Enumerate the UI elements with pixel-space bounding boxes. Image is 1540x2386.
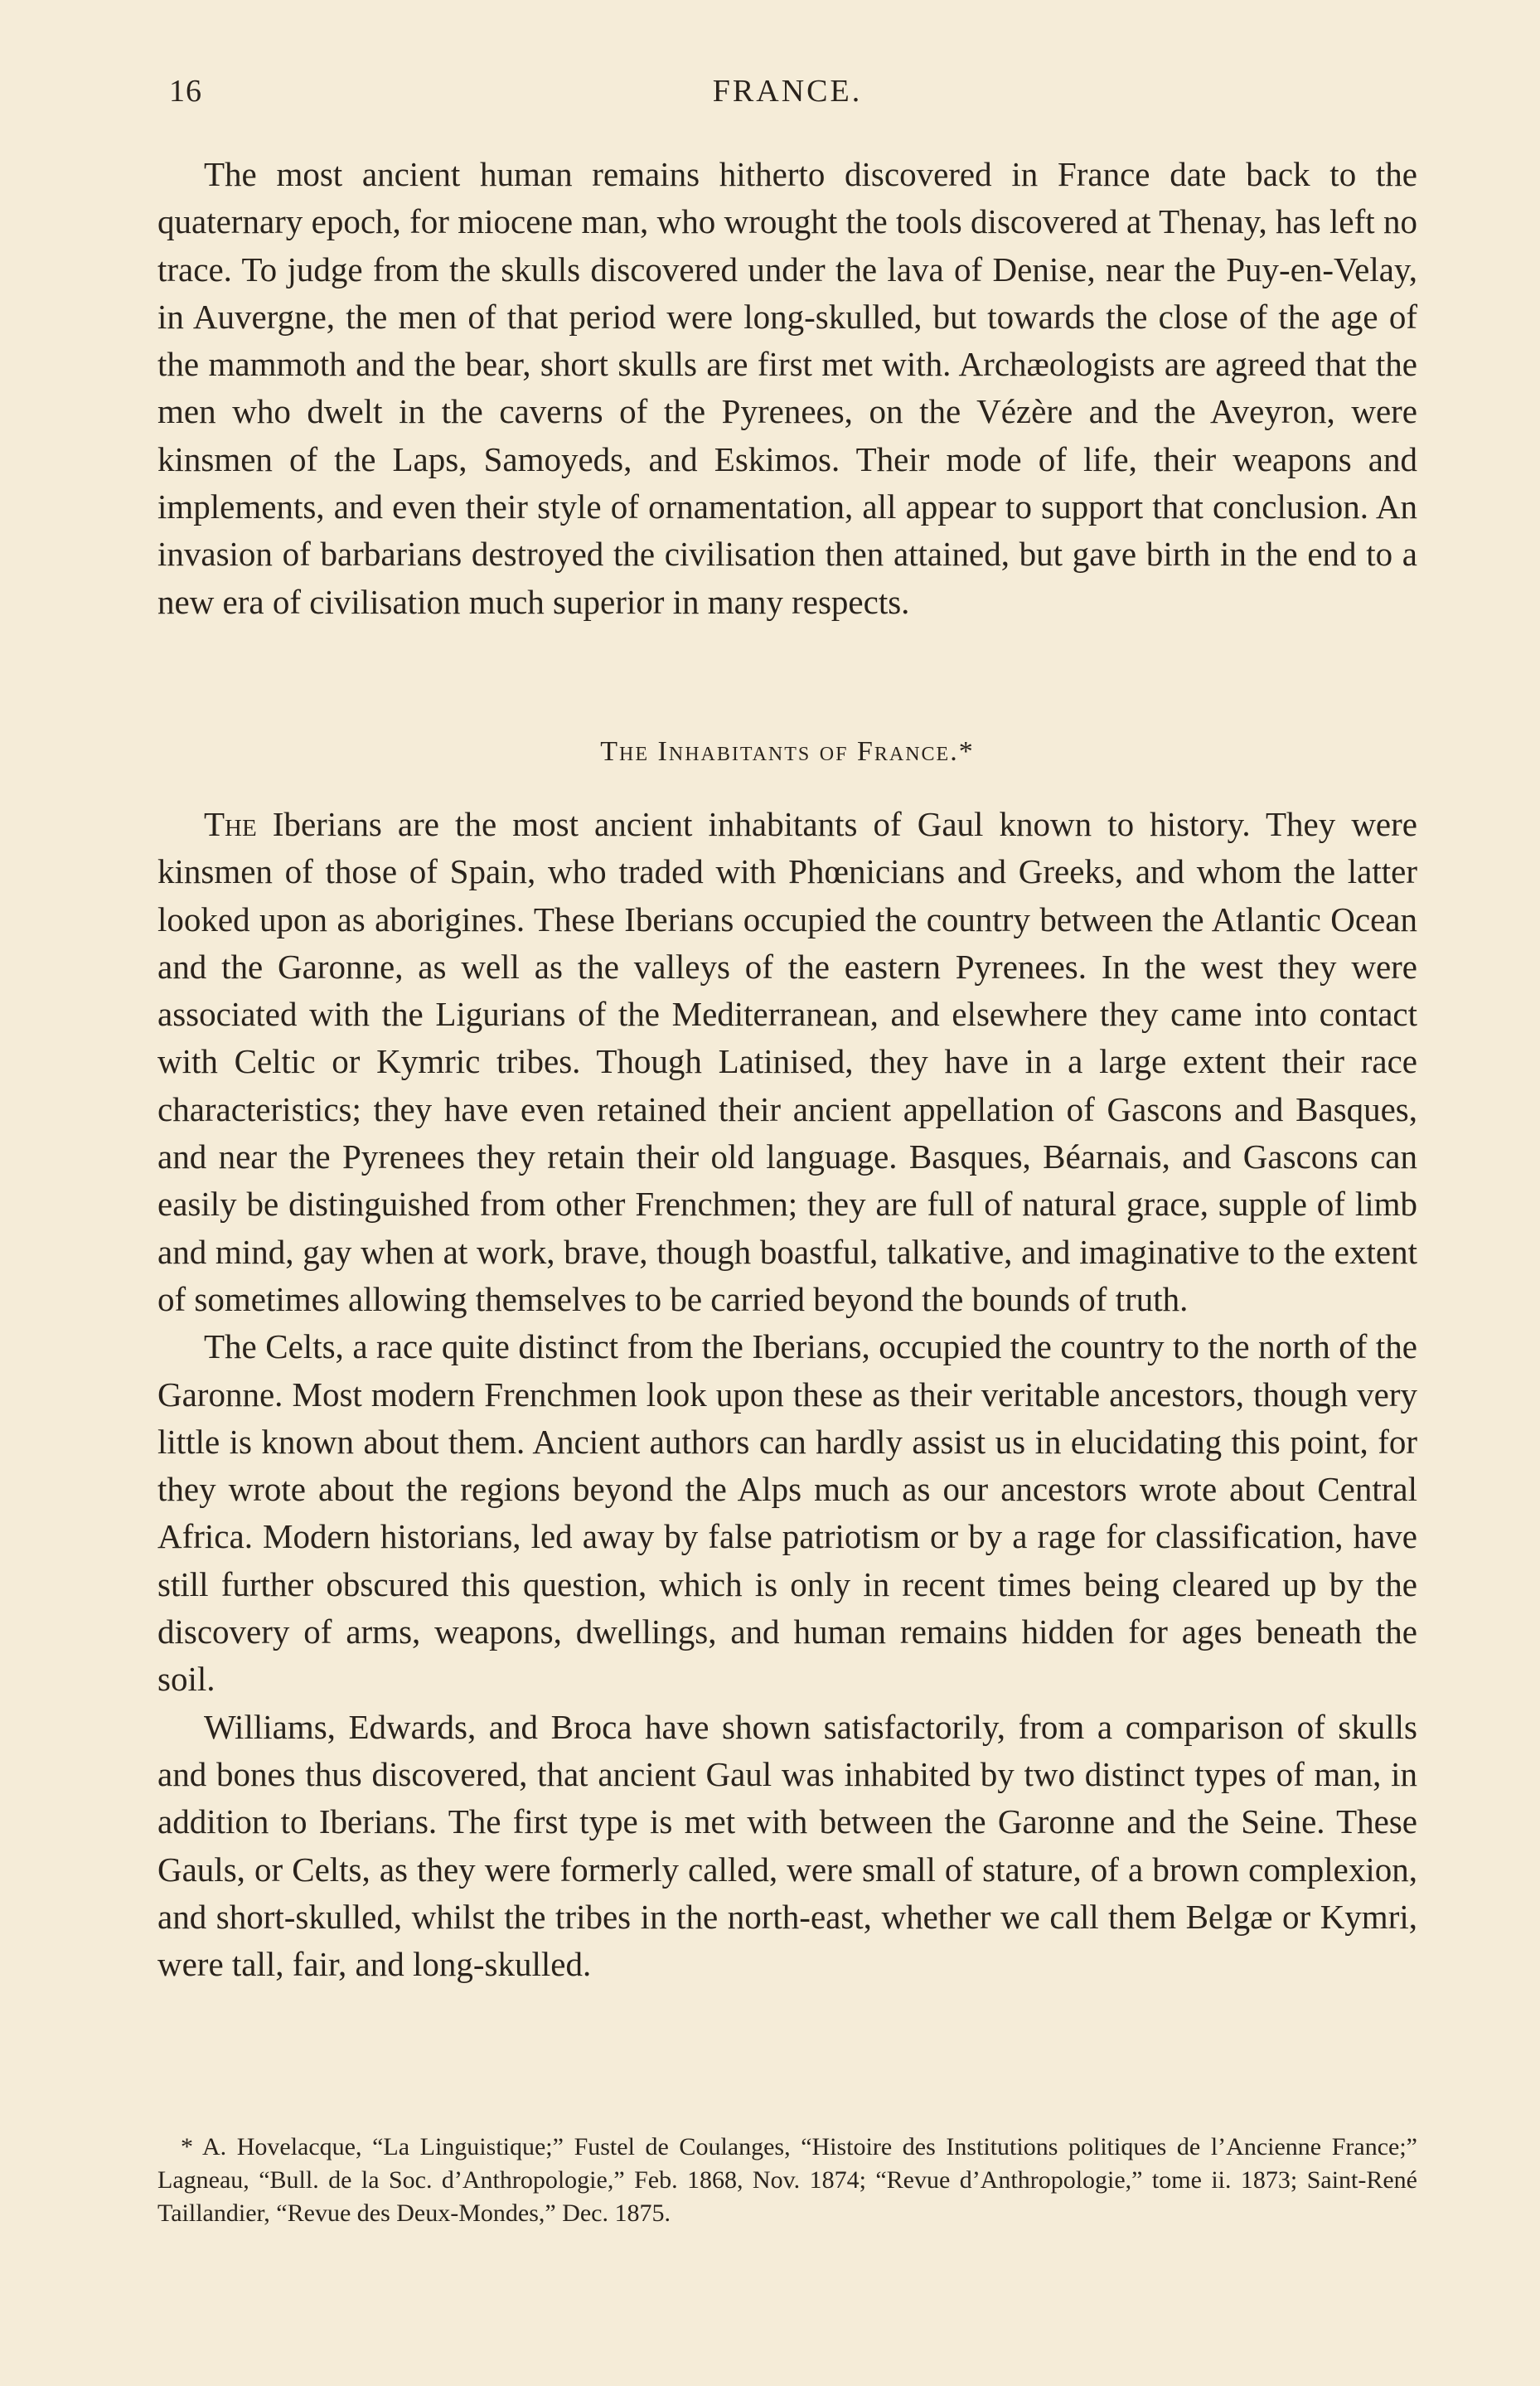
running-title: FRANCE. [712, 74, 863, 109]
section-title: The Inhabitants of France.* [600, 736, 975, 767]
intro-block [157, 151, 1417, 626]
paragraph-celts: The Celts, a race quite distinct from the Iberians, occupied the country to the north of the Garonne. Most modern Frenchmen look upon these as their veritable ancestors, though very little is known about them. Ancient authors can hardly assist us in elucidating this point, for they wrote about the regions beyond the Alps much as our ancestors wrote about Central Africa. Modern historians, led away by false patriotism or by a rage for classification, have still further obscured this question, which is only in recent times being cleared up by the discovery of arms, weapons, dwellings, and human remains hidden for ages beneath the soil. [157, 1327, 1417, 1699]
lead-word: The [204, 805, 257, 843]
section-body [157, 801, 1417, 1988]
footnote: * A. Hovelacque, “La Linguistique;” Fustel de Coulanges, “Histoire des Institutions politiques de l’Ancienne France;” Lagneau, “Bull. de la Soc. d’Anthropologie,” Feb. 1868, Nov. 1874; “Revue d’Anthropologie,” tome ii. 1873; Saint-René Taillandier, “Revue des Deux-Mondes,” Dec. 1875. [157, 2133, 1417, 2227]
running-head [157, 73, 1417, 123]
intro-paragraph: The most ancient human remains hitherto discovered in France date back to the quaternary epoch, for miocene man, who wrought the tools discovered at Thenay, has left no trace. To judge from the skulls discovered under the lava of Denise, near the Puy-en-Velay, in Auvergne, the men of that period were long-skulled, but towards the close of the age of the mammoth and the bear, short skulls are first met with. Archæologists are agreed that the men who dwelt in the caverns of the Pyrenees, on the Vézère and the Aveyron, were kinsmen of the Laps, Samoyeds, and Eskimos. Their mode of life, their weapons and implements, and even their style of ornamentation, all appear to support that conclusion. An invasion of barbarians destroyed the civilisation then attained, but gave birth in the end to a new era of civilisation much superior in many respects. [157, 155, 1417, 621]
paragraph-williams: Williams, Edwards, and Broca have shown satisfactorily, from a comparison of skulls and bones thus discovered, that ancient Gaul was inhabited by two distinct types of man, in addition to Iberians. The first type is met with between the Garonne and the Seine. These Gauls, or Celts, as they were formerly called, were small of stature, of a brown complexion, and short-skulled, whilst the tribes in the north-east, whether we call them Belgæ or Kymri, were tall, fair, and long-skulled. [157, 1707, 1417, 1984]
page-number: 16 [169, 74, 202, 109]
paragraph-iberians [157, 801, 1417, 1323]
paragraph-text: Iberians are the most ancient inhabitants of Gaul known to history. They were kinsmen of those of Spain, who traded with Phœnicians and Greeks, and whom the latter looked upon as aborigines. These Iberians occupied the country between the Atlantic Ocean and the Garonne, as well as the valleys of the eastern Pyrenees. In the west they were associated with the Ligurians of the Mediterranean, and elsewhere they came into contact with Celtic or Kymric tribes. Though Latinised, they have in a large extent their race characteristics; they have even retained their ancient appellation of Gascons and Basques, and near the Pyrenees they retain their old language. Basques, Béarnais, and Gascons can easily be distinguished from other Frenchmen; they are full of natural grace, supple of limb and mind, gay when at work, brave, though boastful, talkative, and imaginative to the extent of sometimes allowing themselves to be carried beyond the bounds of truth. [157, 805, 1417, 1318]
